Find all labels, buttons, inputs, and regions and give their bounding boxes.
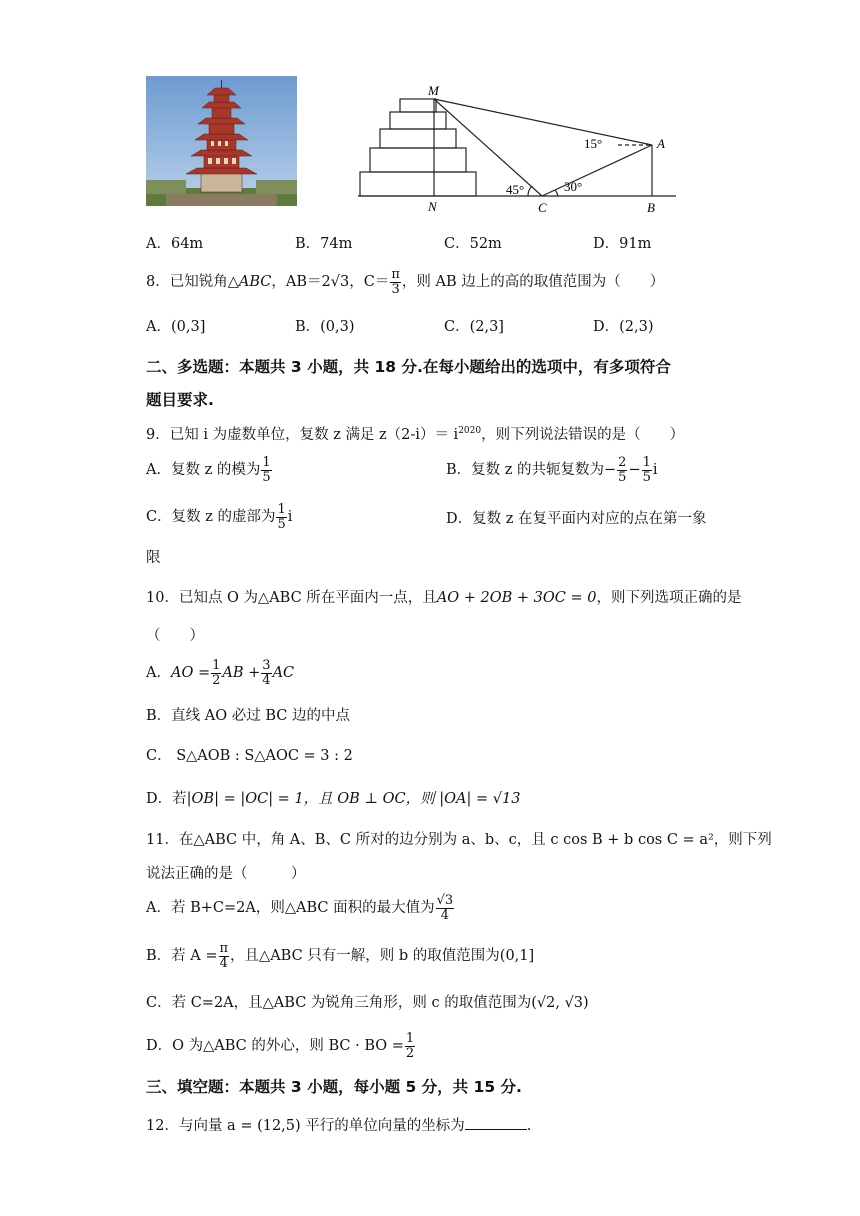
label-A: A	[657, 136, 665, 151]
q7-option-a: A．64m	[146, 236, 204, 252]
q7-option-b: B．74m	[295, 236, 353, 252]
q9-option-a: A．复数 z 的模为 $\frac{1}{5}$	[146, 455, 271, 485]
label-C: C	[538, 200, 547, 215]
q8-option-d: D．(2,3)	[593, 319, 654, 335]
q9-option-b: B．复数 z 的共轭复数为− $\frac{2}{5}$ − $\frac{1}{5}$ i	[446, 455, 658, 485]
q8-stem: 8．已知锐角△ABC，AB＝2√3，C＝ $\frac{\pi}{3}$ ，则 AB 边上的高的取值范围为（ ）	[146, 267, 665, 297]
q10-option-c: C． S△AOB : S△AOC = 3 : 2	[146, 748, 353, 764]
answer-blank[interactable]	[465, 1117, 527, 1130]
section3-heading: 三、填空题：本题共 3 小题，每小题 5 分，共 15 分.	[146, 1078, 522, 1096]
q12-stem: 12．与向量 a = (12,5) 平行的单位向量的坐标为 .	[146, 1118, 532, 1134]
q10-option-d: D．若|OB| = |OC| = 1，且 OB ⊥ OC，则 |OA| = √13	[146, 791, 521, 807]
q9-option-c: C．复数 z 的虚部为 $\frac{1}{5}$ i	[146, 502, 293, 532]
label-B: B	[647, 200, 655, 215]
tower-geometry-diagram	[356, 78, 686, 222]
q8-option-b: B．(0,3)	[295, 319, 355, 335]
q8-option-a: A．(0,3]	[146, 319, 206, 335]
section2-heading-line2: 题目要求.	[146, 391, 214, 409]
q11-stem-line2: 说法正确的是（ ）	[146, 866, 306, 882]
q9-option-d-line1: D．复数 z 在复平面内对应的点在第一象	[446, 511, 707, 527]
q9-stem: 9．已知 i 为虚数单位，复数 z 满足 $z(2-i)= i^{2020}$，则下列说法错误的是（ ）	[146, 426, 685, 443]
section2-heading-line1: 二、多选题：本题共 3 小题，共 18 分.在每小题给出的选项中，有多项符合	[146, 358, 671, 376]
q10-stem: 10．已知点 O 为△ABC 所在平面内一点，且AO + 2OB + 3OC = 0，则下列选项正确的是	[146, 590, 742, 606]
q9-option-d-line2: 限	[146, 550, 161, 566]
q11-option-c: C．若 C=2A，且△ABC 为锐角三角形，则 c 的取值范围为(√2, √3)	[146, 995, 589, 1011]
label-N: N	[428, 199, 437, 214]
q11-option-d: D．O 为△ABC 的外心，则 BC · BO = $\frac{1}{2}$	[146, 1031, 415, 1061]
q7-option-c: C．52m	[444, 236, 502, 252]
q11-option-a: A．若 B+C=2A，则△ABC 面积的最大值为 $\frac{√3}{4}$	[146, 893, 454, 923]
label-angle-45: 45°	[506, 182, 525, 197]
q7-option-d: D．91m	[593, 236, 652, 252]
q10-paren: （ ）	[146, 628, 204, 644]
q10-option-a: A．AO = $\frac{1}{2}$ AB + $\frac{3}{4}$ AC	[146, 658, 295, 688]
label-angle-15: 15°	[584, 136, 603, 151]
label-angle-30: 30°	[564, 179, 583, 194]
q11-stem-line1: 11．在△ABC 中，角 A、B、C 所对的边分别为 a、b、c，且 c cos B + b cos C = a²，则下列	[146, 832, 772, 848]
label-M: M	[428, 83, 439, 98]
q10-option-b: B．直线 AO 必过 BC 边的中点	[146, 708, 350, 724]
pagoda-photo	[146, 76, 297, 206]
q8-option-c: C．(2,3]	[444, 319, 504, 335]
q11-option-b: B．若 A = $\frac{\pi}{4}$ ，且△ABC 只有一解，则 b 的取值范围为(0,1]	[146, 941, 535, 971]
